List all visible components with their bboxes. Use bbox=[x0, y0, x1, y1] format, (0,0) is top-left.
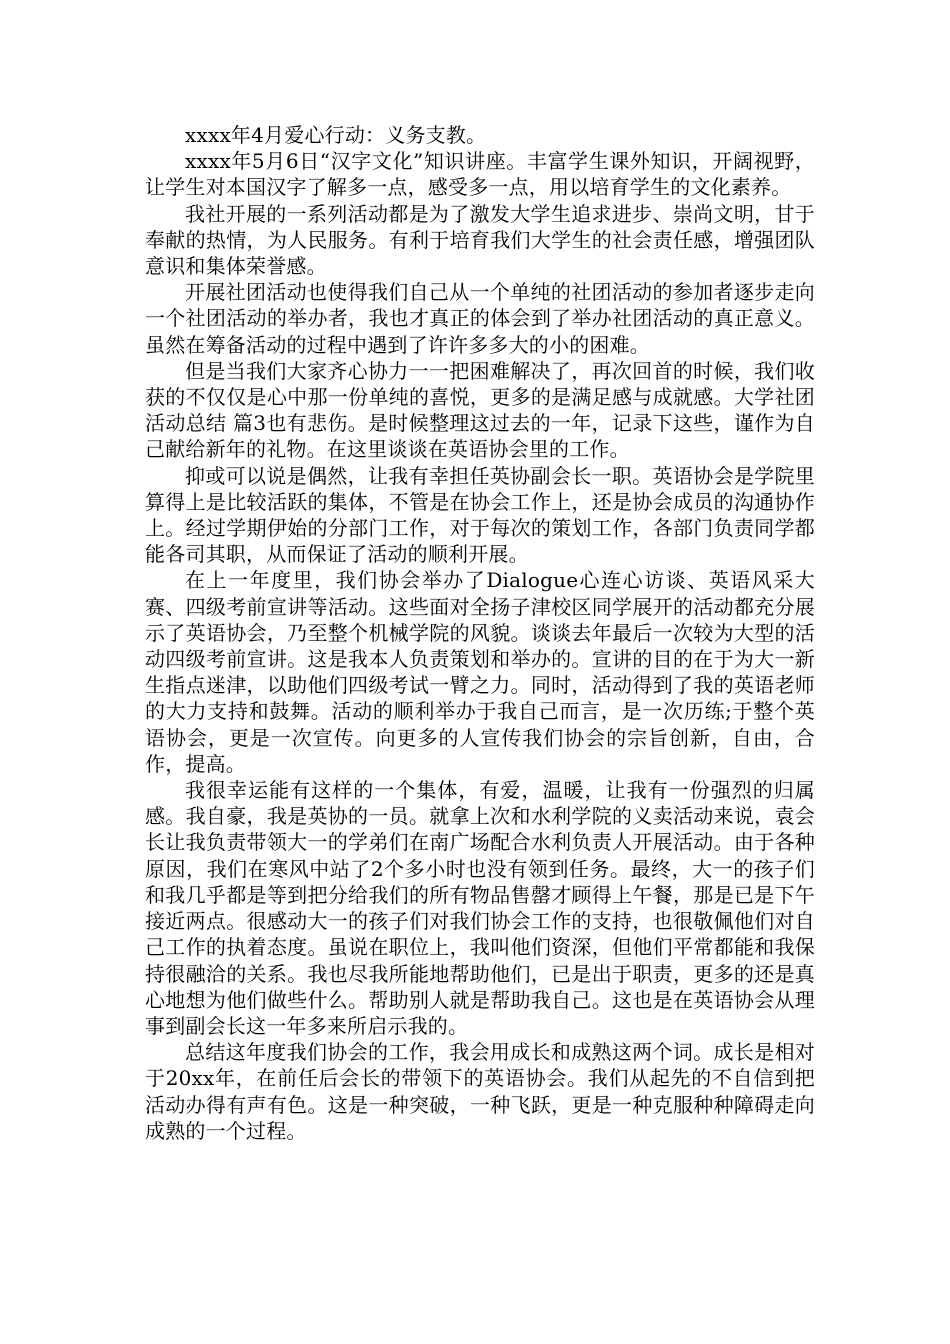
paragraph-9: 总结这年度我们协会的工作，我会用成长和成熟这两个词。成长是相对于20xx年，在前任后会长的带领下的英语协会。我们从起先的不自信到把活动办得有声有色。这是一种突破，一种飞跃，更是一种克服种种障碍走向成熟的一个过程。 bbox=[145, 1040, 815, 1143]
paragraph-5: 但是当我们大家齐心协力一一把困难解决了，再次回首的时候，我们收获的不仅仅是心中那一份单纯的喜悦，更多的是满足感与成就感。大学社团活动总结 篇3也有悲伤。是时候整理这过去的一年，记录下这些，谨作为自己献给新年的礼物。在这里谈谈在英语协会里的工作。 bbox=[145, 358, 815, 462]
paragraph-2: xxxx年5月6日“汉字文化”知识讲座。丰富学生课外知识，开阔视野，让学生对本国汉字了解多一点，感受多一点，用以培育学生的文化素养。 bbox=[145, 149, 815, 200]
paragraph-4: 开展社团活动也使得我们自己从一个单纯的社团活动的参加者逐步走向一个社团活动的举办者，我也才真正的体会到了举办社团活动的真正意义。虽然在筹备活动的过程中遇到了许许多多大的小的困难。 bbox=[145, 280, 815, 357]
document-body bbox=[145, 122, 815, 1144]
paragraph-7: 在上一年度里，我们协会举办了Dialogue心连心访谈、英语风采大赛、四级考前宣讲等活动。这些面对全扬子津校区同学展开的活动都充分展示了英语协会，乃至整个机械学院的风貌。谈谈去年最后一次较为大型的活动四级考前宣讲。这是我本人负责策划和举办的。宣讲的目的在于为大一新生指点迷津，以助他们四级考试一臂之力。同时，活动得到了我的英语老师的大力支持和鼓舞。活动的顺利举办于我自己而言，是一次历练;于整个英语协会，更是一次宣传。向更多的人宣传我们协会的宗旨创新，自由，合作，提高。 bbox=[145, 568, 815, 776]
paragraph-3: 我社开展的一系列活动都是为了激发大学生追求进步、崇尚文明，甘于奉献的热情，为人民服务。有利于培育我们大学生的社会责任感，增强团队意识和集体荣誉感。 bbox=[145, 201, 815, 279]
paragraph-6: 抑或可以说是偶然，让我有幸担任英协副会长一职。英语协会是学院里算得上是比较活跃的集体，不管是在协会工作上，还是协会成员的沟通协作上。经过学期伊始的分部门工作，对于每次的策划工作，各部门负责同学都能各司其职，从而保证了活动的顺利开展。 bbox=[145, 463, 815, 567]
paragraph-1: xxxx年4月爱心行动：义务支教。 bbox=[185, 123, 487, 147]
paragraph-8: 我很幸运能有这样的一个集体，有爱，温暖，让我有一份强烈的归属感。我自豪，我是英协的一员。就拿上次和水利学院的义卖活动来说，袁会长让我负责带领大一的学弟们在南广场配合水利负责人开展活动。由于各种原因，我们在寒风中站了2个多小时也没有领到任务。最终，大一的孩子们和我几乎都是等到把分给我们的所有物品售罄才顾得上午餐，那是已是下午接近两点。很感动大一的孩子们对我们协会工作的支持，也很敬佩他们对自己工作的执着态度。虽说在职位上，我叫他们资深，但他们平常都能和我保持很融洽的关系。我也尽我所能地帮助他们，已是出于职责，更多的还是真心地想为他们做些什么。帮助别人就是帮助我自己。这也是在英语协会从理事到副会长这一年多来所启示我的。 bbox=[145, 778, 815, 1038]
